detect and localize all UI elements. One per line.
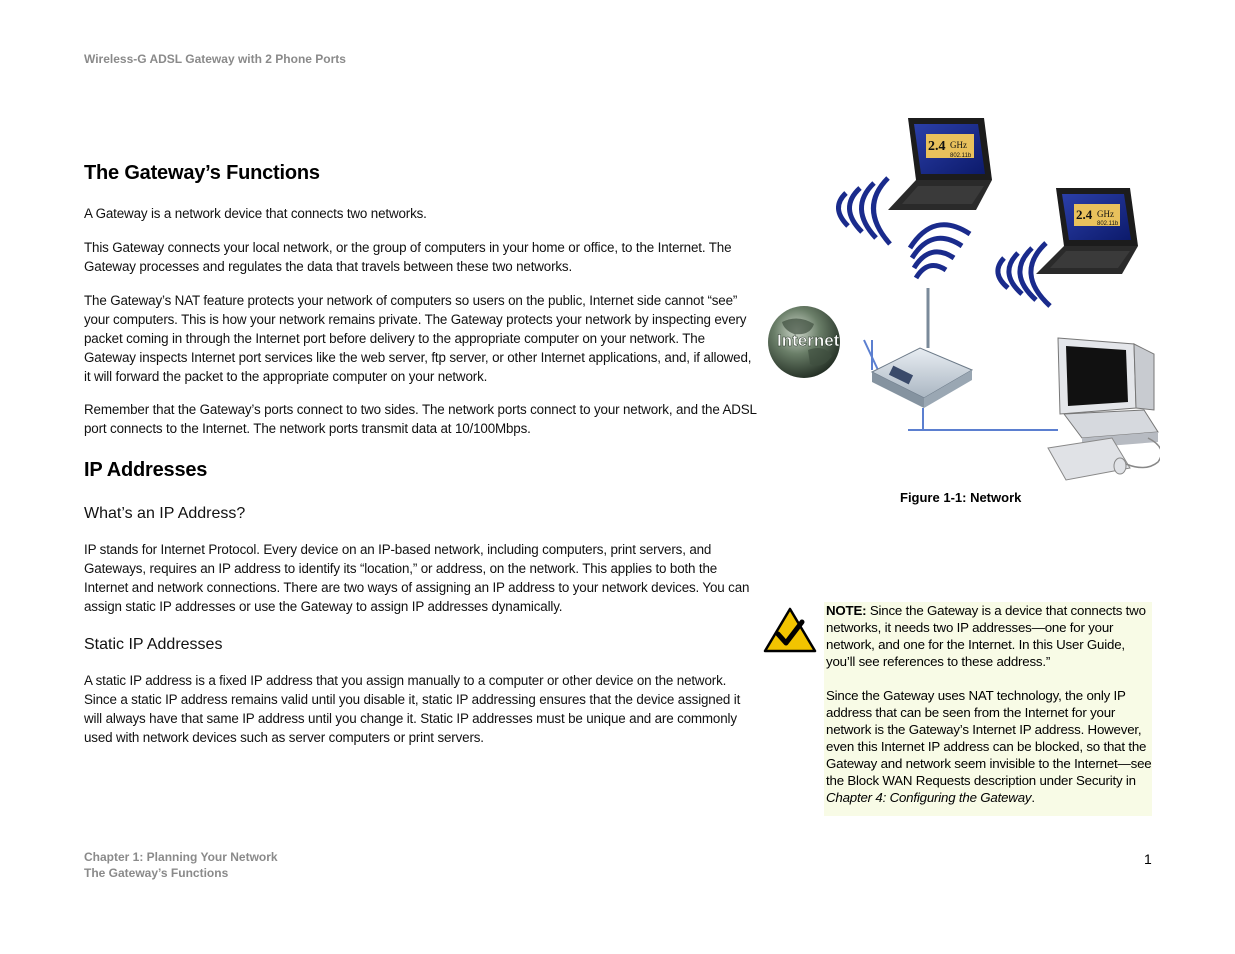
paragraph-static-ip: A static IP address is a fixed IP address that you assign manually to a computer or other device on the network. Since a static IP address remains valid until you disable it, static IP addressing ensures that the device assigned it will always have that same IP address until you change it. Static IP addresses must be unique and are commonly used with network devices such as server computers or print servers. <box>84 673 741 745</box>
desktop-computer <box>1048 338 1160 480</box>
wireless-waves-laptop-2 <box>998 243 1050 306</box>
section-title-functions: The Gateway’s Functions <box>84 162 320 184</box>
note-text-2-end: . <box>1031 790 1035 805</box>
footer-section: The Gateway’s Functions <box>84 866 229 880</box>
paragraph-1: A Gateway is a network device that connects two networks. <box>84 206 427 221</box>
internet-globe <box>768 306 840 378</box>
laptop-2 <box>1036 188 1138 274</box>
note-text-1: Since the Gateway is a device that connects two networks, it needs two IP addresses—one for your network, and one for the Internet. In this User Guide, you’ll see references to these address.” <box>826 603 1146 669</box>
internet-label: Internet <box>777 331 840 350</box>
paragraph-2: This Gateway connects your local network, or the group of computers in your home or office, to the Internet. The Gateway processes and regulates the data that travels between these two networks. <box>84 240 732 274</box>
note-text <box>826 602 1152 806</box>
wireless-waves-router <box>910 225 970 278</box>
laptop-2-badge-main: 2.4 <box>1076 207 1093 222</box>
laptop-1-badge-unit: GHz <box>950 140 967 150</box>
figure-caption: Figure 1-1: Network <box>900 490 1022 505</box>
note-chapter-ref: Chapter 4: Configuring the Gateway <box>826 790 1032 805</box>
laptop-1-badge-std: 802.11b <box>950 153 972 159</box>
running-header: Wireless-G ADSL Gateway with 2 Phone Ports <box>84 52 346 66</box>
gateway-router <box>872 288 972 408</box>
laptop-2-badge-unit: GHz <box>1097 209 1114 219</box>
network-figure <box>768 108 1160 488</box>
laptop-1-badge-main: 2.4 <box>928 139 946 154</box>
footer-chapter: Chapter 1: Planning Your Network <box>84 850 278 864</box>
laptop-2-badge-std: 802.11b <box>1097 221 1119 227</box>
paragraph-4: Remember that the Gateway’s ports connect to two sides. The network ports connect to your network, and the ADSL port connects to the Internet. The network ports transmit data at 10/100Mbps. <box>84 402 757 436</box>
page-number: 1 <box>1144 851 1152 867</box>
subsection-title-static: Static IP Addresses <box>84 636 223 653</box>
note-text-2: Since the Gateway uses NAT technology, the only IP address that can be seen from the Internet for your network is the Gateway’s Internet IP address. However, even this Internet IP address can be blocked, so that the Gateway and network seem invisible to the Internet—see the Block WAN Requests description under Security in <box>826 688 1152 788</box>
subsection-title-what: What’s an IP Address? <box>84 505 246 522</box>
section-title-ip: IP Addresses <box>84 459 208 481</box>
checkmark-warning-icon <box>762 606 818 654</box>
wireless-waves-laptop-1 <box>838 178 890 244</box>
laptop-1 <box>888 118 992 210</box>
note-label: NOTE: <box>826 603 867 618</box>
paragraph-3: The Gateway’s NAT feature protects your network of computers so users on the public, Internet side cannot “see” your computers. This is how your network remains private. The Gateway protects your network by inspecting every packet coming in through the Internet port before delivery to the appropriate computer on your network. The Gateway inspects Internet port services like the web server, ftp server, or other Internet applications, and, if allowed, it will forward the packet to the appropriate computer on your network. <box>84 293 752 384</box>
paragraph-what-ip: IP stands for Internet Protocol. Every device on an IP-based network, including computers, print servers, and Gateways, requires an IP address to identify its “location,” or address, on the network. This applies to both the Internet and network connections. There are two ways of assigning an IP address to your network devices. You can assign static IP addresses or use the Gateway to assign IP addresses dynamically. <box>84 542 750 614</box>
